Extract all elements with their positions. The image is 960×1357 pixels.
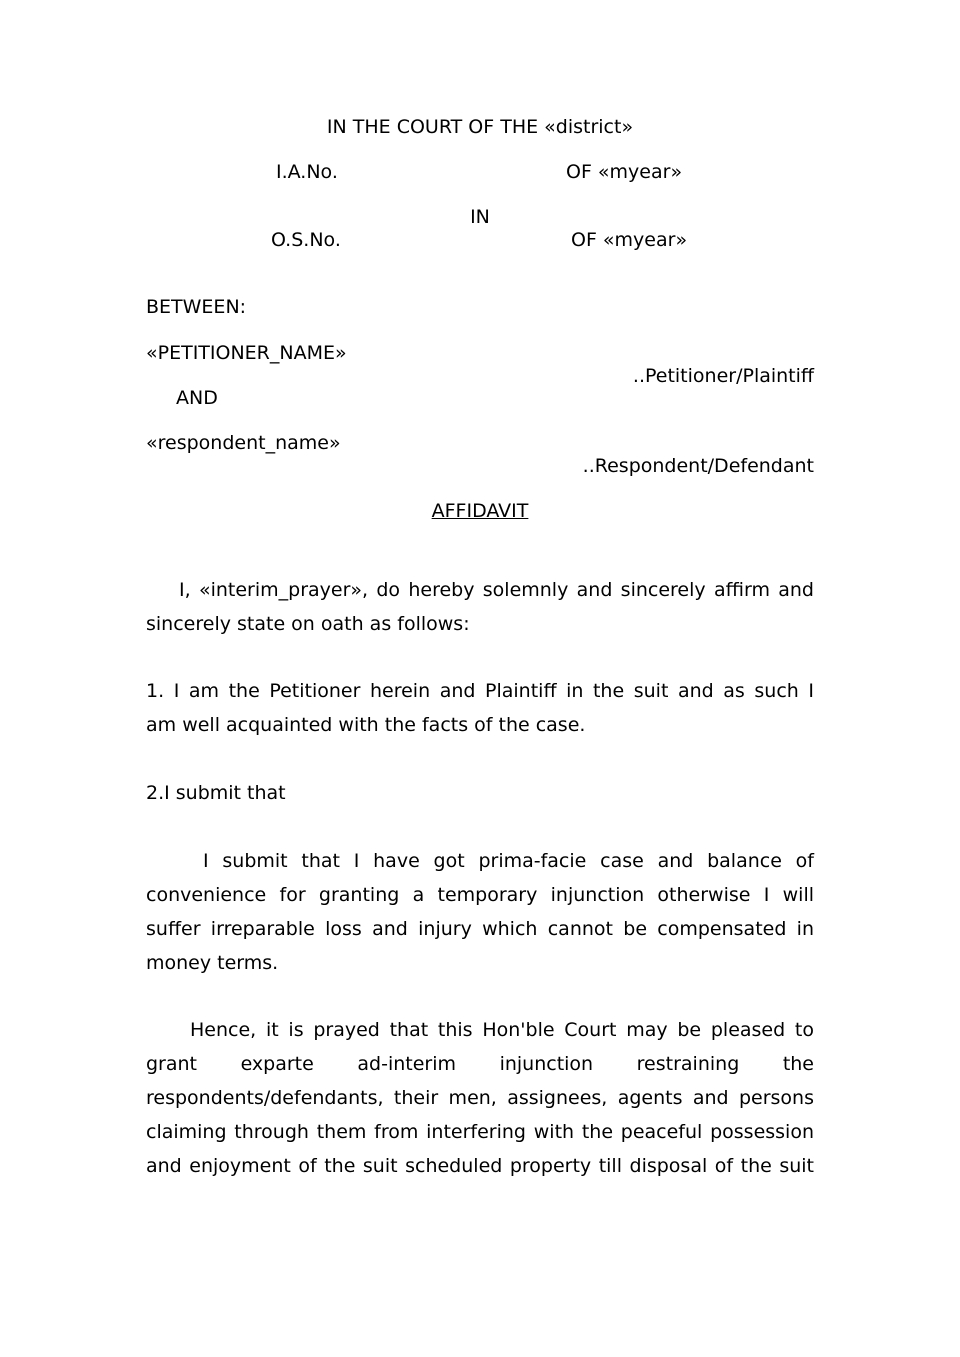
petitioner-name: «PETITIONER_NAME» [146, 342, 347, 364]
ia-number-label: I.A.No. [276, 161, 338, 183]
intro-line: I, «interim_prayer», do hereby solemnly and sincerely affirm and [179, 579, 814, 601]
petitioner-role: ..Petitioner/Plaintiff [632, 365, 814, 387]
and-label: AND [176, 387, 218, 409]
os-year-label: OF «myear» [571, 229, 688, 251]
respondent-role: ..Respondent/Defendant [582, 455, 814, 477]
prayer-line: grant exparte ad-interim injunction restraining the [146, 1053, 814, 1075]
court-title: IN THE COURT OF THE «district» [326, 116, 634, 138]
prayer-paragraph [146, 1013, 814, 1183]
respondent-name: «respondent_name» [146, 432, 341, 454]
between-label: BETWEEN: [146, 296, 247, 318]
intro-paragraph [146, 573, 814, 641]
point-2-line: 2.I submit that [146, 782, 286, 804]
point-1-line: 1. I am the Petitioner herein and Plaintiff in the suit and as such I [146, 680, 814, 702]
os-number-label: O.S.No. [271, 229, 341, 251]
point-1-paragraph [146, 674, 814, 742]
prayer-line: Hence, it is prayed that this Hon'ble Court may be pleased to [190, 1019, 814, 1041]
ia-year-label: OF «myear» [566, 161, 683, 183]
affidavit-title: AFFIDAVIT [431, 500, 529, 522]
submission-line: suffer irreparable loss and injury which cannot be compensated in [146, 918, 814, 940]
submission-line: I submit that I have got prima-facie case and balance of [203, 850, 814, 872]
submission-line: money terms. [146, 952, 279, 974]
point-2-paragraph [146, 776, 814, 810]
submission-paragraph [146, 844, 814, 980]
intro-line: sincerely state on oath as follows: [146, 613, 470, 635]
in-label: IN [470, 206, 490, 228]
prayer-line: claiming through them from interfering with the peaceful possession [146, 1121, 814, 1143]
point-1-line: am well acquainted with the facts of the case. [146, 714, 586, 736]
prayer-line: respondents/defendants, their men, assignees, agents and persons [146, 1087, 814, 1109]
submission-line: convenience for granting a temporary injunction otherwise I will [146, 884, 814, 906]
prayer-line: and enjoyment of the suit scheduled property till disposal of the suit [146, 1155, 814, 1177]
